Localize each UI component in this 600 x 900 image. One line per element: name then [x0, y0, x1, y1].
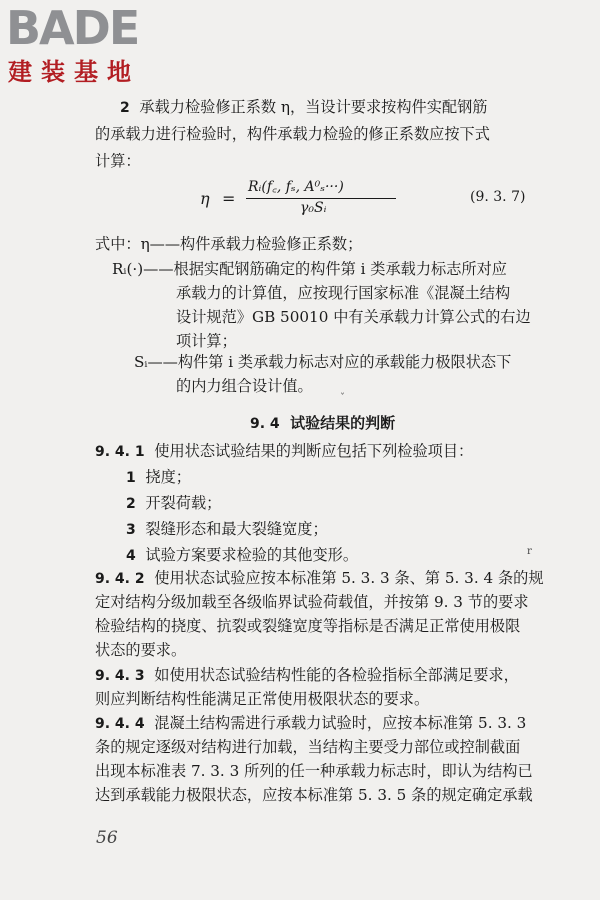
- clause-9-4-4-number: 9. 4. 4: [95, 716, 145, 732]
- para2-text1: 承载力检验修正系数 η，当设计要求按构件实配钢筋: [139, 98, 488, 116]
- logo-subtitle: 建装基地: [8, 58, 140, 86]
- clause-9-4-3-line1: 如使用状态试验结构性能的各检验指标全部满足要求，: [154, 666, 519, 684]
- list-item-number: 4: [126, 548, 136, 564]
- list-item: [126, 519, 328, 541]
- section-heading: [250, 412, 395, 433]
- logo-brand: BADE: [6, 1, 139, 55]
- para2-line2: 的承载力进行检验时，构件承载力检验的修正系数应按下式: [95, 125, 490, 143]
- clause-9-4-2-number: 9. 4. 2: [95, 571, 145, 587]
- clause-9-4-1-text: 使用状态试验结果的判断应包括下列检验项目：: [154, 442, 474, 460]
- def-s-line2: 的内力组合设计值。: [176, 377, 313, 395]
- formula-number: (9. 3. 7): [470, 189, 526, 205]
- clause-9-4-2-line2: 定对结构分级加载至各级临界试验荷载值，并按第 9. 3 节的要求: [95, 593, 529, 611]
- scan-mark: r: [527, 546, 532, 557]
- section-title: 试验结果的判断: [290, 414, 396, 432]
- page-number: 56: [96, 828, 118, 848]
- list-item: [126, 545, 358, 567]
- clause-9-4-1-number: 9. 4. 1: [95, 444, 145, 460]
- def-r-line1: Rᵢ(·)——根据实配钢筋确定的构件第 i 类承载力标志所对应: [112, 260, 507, 278]
- formula-9-3-7: [200, 177, 400, 221]
- list-item: [126, 493, 221, 515]
- para2-line1: [120, 97, 487, 119]
- list-item-text: 裂缝形态和最大裂缝宽度；: [145, 520, 328, 538]
- clause-9-4-4-line1: 混凝土结构需进行承载力试验时，应按本标准第 5. 3. 3: [154, 714, 527, 732]
- clause-9-4-4-line3: 出现本标准表 7. 3. 3 所列的任一种承载力标志时，即认为结构已: [95, 762, 533, 780]
- formula-numerator: Rᵢ(f꜀, fₛ, A⁰ₛ···): [248, 179, 344, 195]
- fraction-bar: [246, 198, 396, 199]
- clause-9-4-3-number: 9. 4. 3: [95, 668, 145, 684]
- list-item-text: 开裂荷载；: [145, 494, 222, 512]
- section-number: 9. 4: [250, 416, 280, 432]
- para2-line3: 计算：: [95, 152, 141, 170]
- clause-9-4-4-line2: 条的规定逐级对结构进行加载，当结构主要受力部位或控制截面: [95, 738, 521, 756]
- clause-9-4-1: [95, 441, 473, 463]
- clause-9-4-3-line2: 则应判断结构性能满足正常使用极限状态的要求。: [95, 690, 430, 708]
- def-r-line4: 项计算；: [176, 332, 237, 350]
- def-r-line3: 设计规范》GB 50010 中有关承载力计算公式的右边: [176, 308, 531, 326]
- list-item-text: 试验方案要求检验的其他变形。: [145, 546, 359, 564]
- formula-denominator: γ₀Sᵢ: [300, 200, 327, 216]
- clause-9-4-2: [95, 568, 544, 590]
- para2-number: 2: [120, 100, 130, 116]
- list-item-text: 挠度；: [145, 468, 191, 486]
- list-item-number: 1: [126, 470, 136, 486]
- list-item-number: 2: [126, 496, 136, 512]
- list-item: [126, 467, 191, 489]
- def-eta: 式中：η——构件承载力检验修正系数；: [95, 235, 363, 253]
- list-item-number: 3: [126, 522, 136, 538]
- clause-9-4-4-line4: 达到承载能力极限状态，应按本标准第 5. 3. 5 条的规定确定承载: [95, 786, 533, 804]
- clause-9-4-2-line3: 检验结构的挠度、抗裂或裂缝宽度等指标是否满足正常使用极限: [95, 617, 521, 635]
- scan-mark: ˇ: [340, 393, 345, 404]
- formula-equals: =: [222, 189, 236, 208]
- bade-logo: [6, 2, 176, 88]
- formula-lhs: η: [200, 189, 210, 208]
- clause-9-4-4: [95, 713, 526, 735]
- clause-9-4-2-line4: 状态的要求。: [95, 641, 187, 659]
- clause-9-4-3: [95, 665, 519, 687]
- clause-9-4-2-line1: 使用状态试验应按本标准第 5. 3. 3 条、第 5. 3. 4 条的规: [154, 569, 544, 587]
- def-r-line2: 承载力的计算值，应按现行国家标准《混凝土结构: [176, 284, 511, 302]
- def-s-line1: Sᵢ——构件第 i 类承载力标志对应的承载能力极限状态下: [134, 353, 512, 371]
